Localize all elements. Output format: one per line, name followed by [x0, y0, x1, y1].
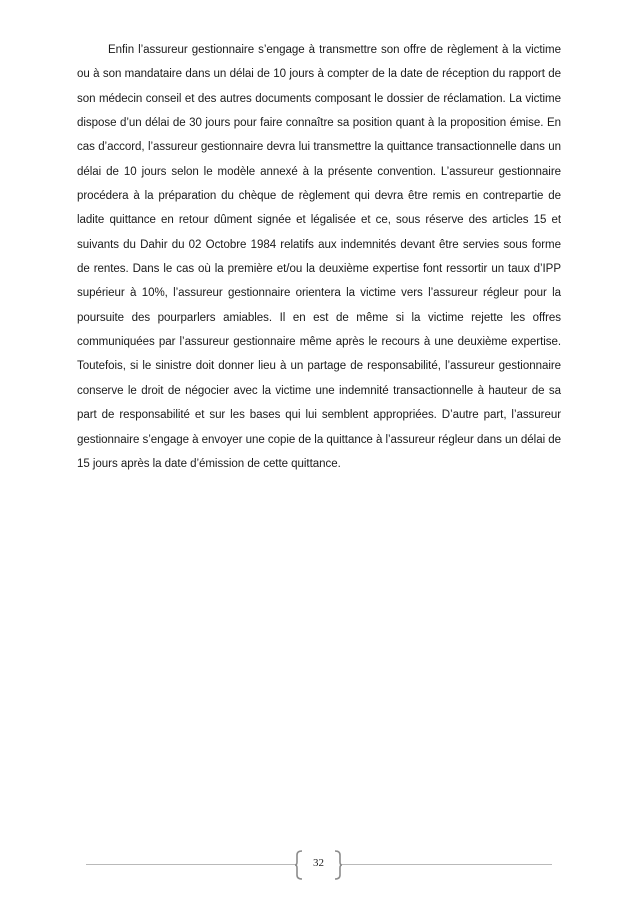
body-paragraph: Enfin l’assureur gestionnaire s’engage à transmettre son offre de règlement à la victime ou à son mandataire dans un délai de 10 jours à compter de la date de réception du rapport de son médecin conseil et des autres documents composant le dossier de réclamation. La victime dispose d’un délai de 30 jours pour faire connaître sa position quant à la proposition émise. En cas d’accord, l’assureur gestionnaire devra lui transmettre la quittance transactionnelle dans un délai de 10 jours selon le modèle annexé à la présente convention. L’assureur gestionnaire procédera à la préparation du chèque de règlement qui devra être remis en contrepartie de ladite quittance en retour dûment signée et légalisée et ce, sous réserve des articles 15 et suivants du Dahir du 02 Octobre 1984 relatifs aux indemnités devant être servies sous forme de rentes. Dans le cas où la première et/ou la deuxième expertise font ressortir un taux d’IPP supérieur à 10%, l’assureur gestionnaire orientera la victime vers l’assureur régleur pour la poursuite des pourparlers amiables. Il en est de même si la victime rejette les offres communiquées par l’assureur gestionnaire même après le recours à une deuxième expertise. Toutefois, si le sinistre doit donner lieu à un partage de responsabilité, l’assureur gestionnaire conserve le droit de négocier avec la victime une indemnité transactionnelle à hauteur de sa part de responsabilité et sur les bases qui lui semblent appropriées. D’autre part, l’assureur gestionnaire s’engage à envoyer une copie de la quittance à l’assureur régleur dans un délai de 15 jours après la date d’émission de cette quittance.: [77, 44, 561, 470]
footer-rule-left: [86, 864, 295, 865]
page-number: 32: [313, 857, 324, 869]
left-bracket-icon: [295, 850, 303, 880]
footer-rule-right: [342, 864, 552, 865]
right-bracket-icon: [334, 850, 342, 880]
page-footer: [86, 850, 552, 880]
